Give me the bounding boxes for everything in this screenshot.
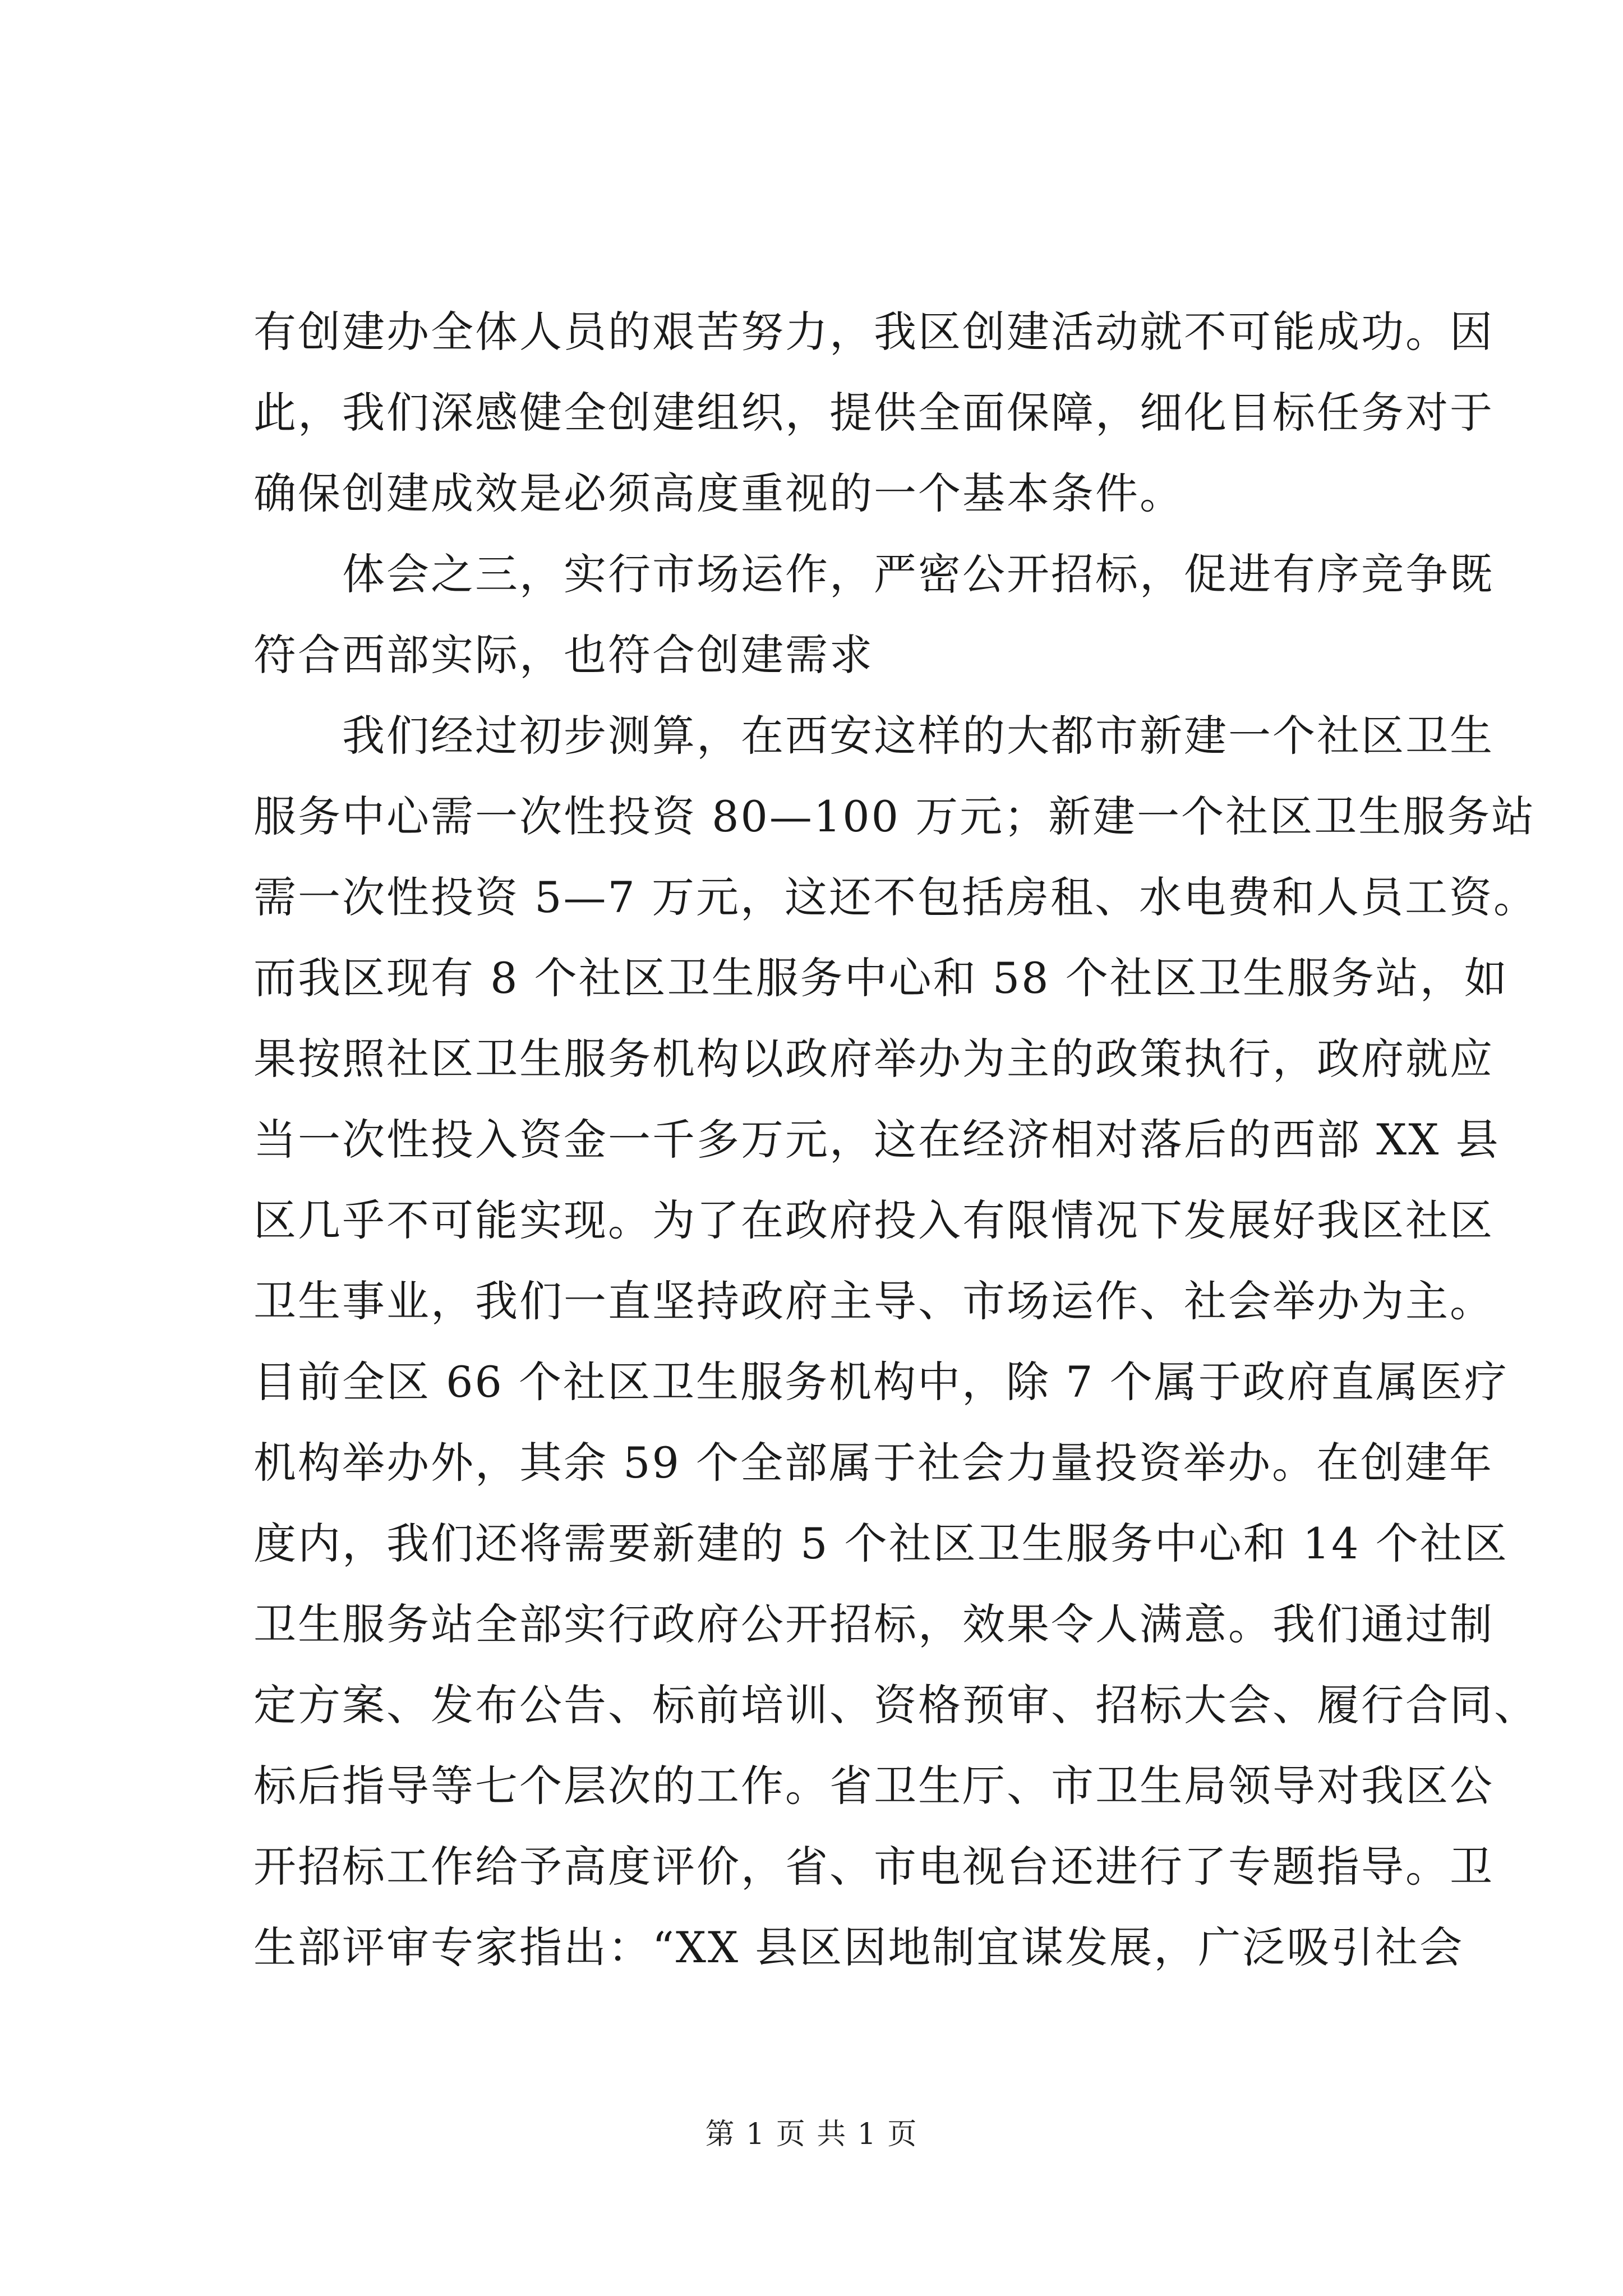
paragraph-heading-line: 体会之三，实行市场运作，严密公开招标，促进有序竞争既 — [342, 549, 1494, 599]
text-line: 有创建办全体人员的艰苦努力，我区创建活动就不可能成功。因 — [253, 307, 1494, 357]
text-line: 度内，我们还将需要新建的 5 个社区卫生服务中心和 14 个社区 — [253, 1519, 1509, 1568]
text-line: 而我区现有 8 个社区卫生服务中心和 58 个社区卫生服务站，如 — [253, 953, 1509, 1003]
text-line: 此，我们深感健全创建组织，提供全面保障，细化目标任务对于 — [253, 388, 1494, 438]
text-line: 卫生事业，我们一直坚持政府主导、市场运作、社会举办为主。 — [253, 1276, 1494, 1326]
text-line: 卫生服务站全部实行政府公开招标，效果令人满意。我们通过制 — [253, 1599, 1494, 1649]
text-line: 当一次性投入资金一千多万元，这在经济相对落后的西部 XX 县 — [253, 1115, 1500, 1165]
text-line: 果按照社区卫生服务机构以政府举办为主的政策执行，政府就应 — [253, 1034, 1494, 1084]
text-line: 需一次性投资 5—7 万元，这还不包括房租、水电费和人员工资。 — [253, 872, 1538, 922]
text-line: 目前全区 66 个社区卫生服务机构中，除 7 个属于政府直属医疗 — [253, 1357, 1509, 1407]
body-text — [253, 292, 1538, 1988]
text-line: 开招标工作给予高度评价，省、市电视台还进行了专题指导。卫 — [253, 1842, 1494, 1892]
text-line: 标后指导等七个层次的工作。省卫生厅、市卫生局领导对我区公 — [253, 1761, 1494, 1811]
text-line: 区几乎不可能实现。为了在政府投入有限情况下发展好我区社区 — [253, 1195, 1494, 1245]
text-line: 定方案、发布公告、标前培训、资格预审、招标大会、履行合同、 — [253, 1680, 1538, 1730]
paragraph-heading-line: 符合西部实际，也符合创建需求 — [253, 630, 874, 680]
text-line: 生部评审专家指出：“XX 县区因地制宜谋发展，广泛吸引社会 — [253, 1922, 1464, 1972]
text-line: 确保创建成效是必须高度重视的一个基本条件。 — [253, 468, 1184, 518]
page-number-footer: 第 1 页 共 1 页 — [705, 2118, 918, 2151]
text-line: 服务中心需一次性投资 80—100 万元；新建一个社区卫生服务站 — [253, 792, 1536, 841]
text-line: 我们经过初步测算，在西安这样的大都市新建一个社区卫生 — [342, 711, 1494, 761]
text-line: 机构举办外，其余 59 个全部属于社会力量投资举办。在创建年 — [253, 1438, 1494, 1488]
